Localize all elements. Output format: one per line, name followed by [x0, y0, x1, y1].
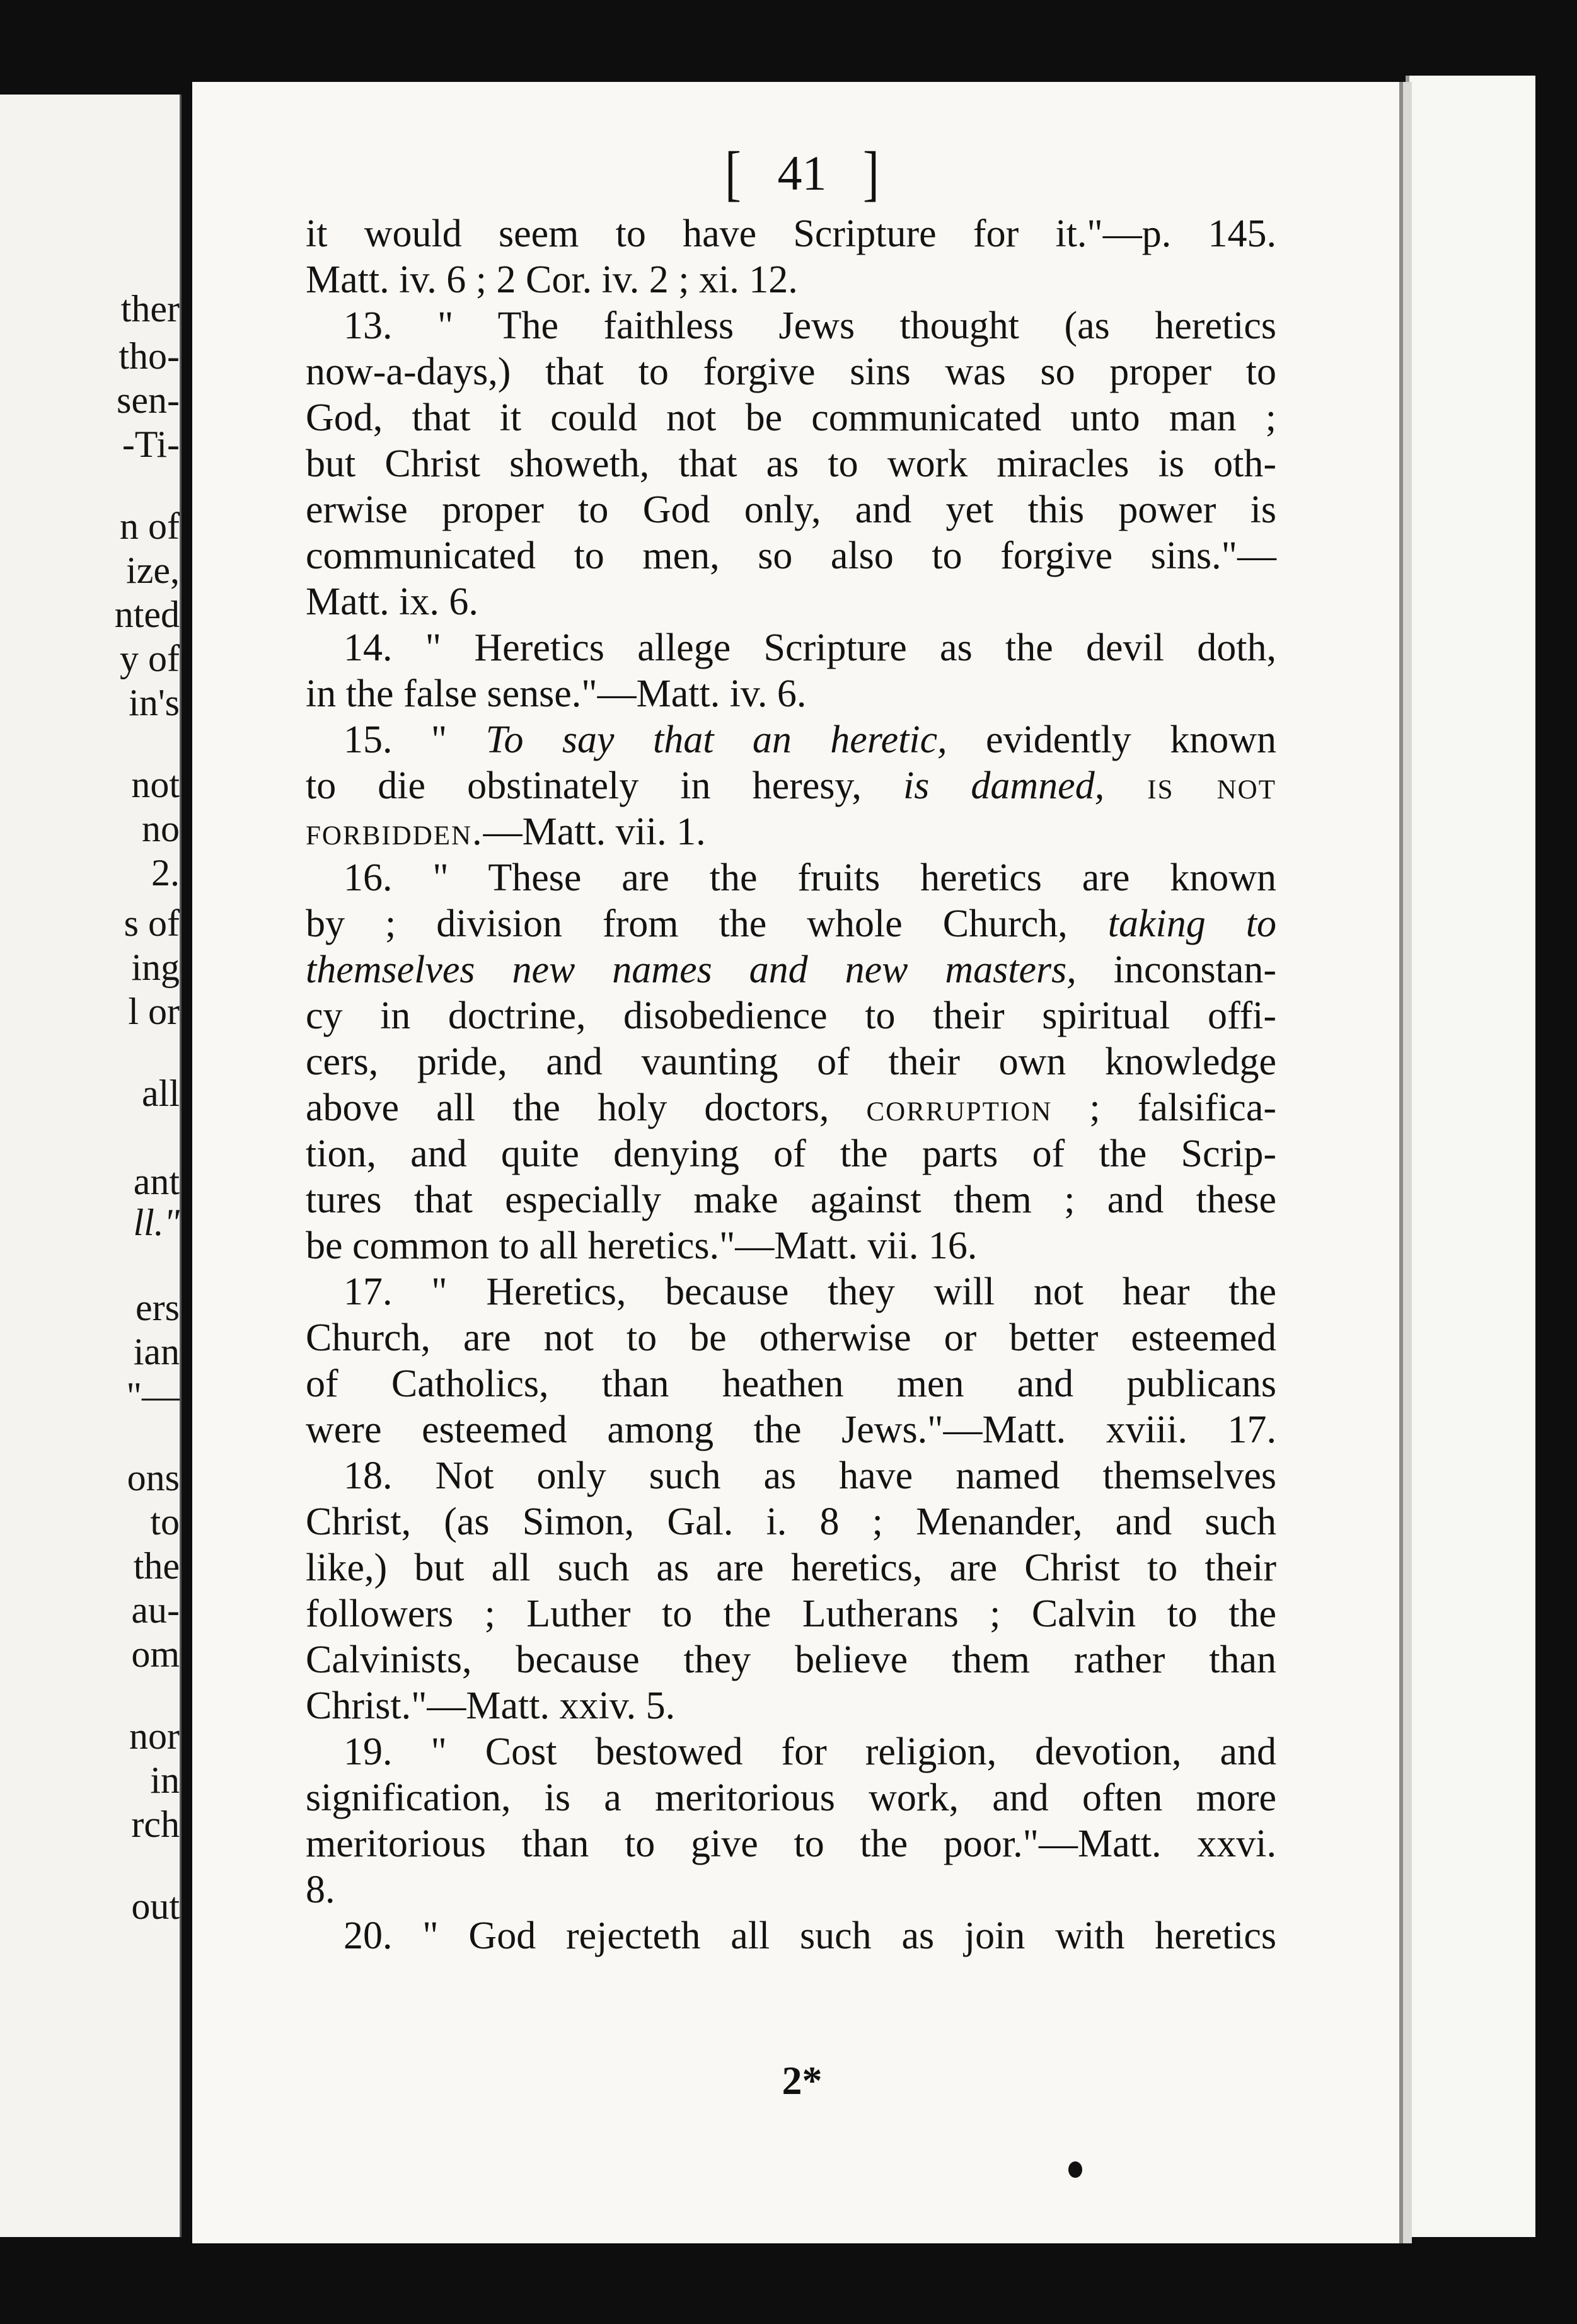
book-page [192, 82, 1412, 2243]
left-page-fragment-text: l or [128, 991, 180, 1032]
left-page-fragment-text: in's [129, 682, 180, 723]
text-line [306, 717, 1276, 763]
text-line: communicated to men, so also to forgive sins."— [306, 534, 1276, 577]
text-line: but Christ showeth, that as to work miracles is oth- [306, 442, 1276, 485]
left-page-fragment-text: ther [120, 288, 180, 330]
text-run: inconstan- [1076, 948, 1277, 991]
left-page-fragment-text: 2. [151, 852, 180, 894]
text-line: 16. " These are the fruits heretics are known [344, 856, 1276, 899]
text-line: God, that it could not be communicated unto man ; [306, 396, 1276, 439]
text-line [306, 901, 1276, 947]
left-page-fragment-text: no [142, 808, 180, 849]
left-page-fragment-text: s of [124, 902, 180, 944]
text-run: evidently known [947, 718, 1276, 761]
text-line: tures that especially make against them ; and these [306, 1178, 1276, 1221]
left-page-fragment-text: -Ti- [122, 423, 180, 465]
italic-text: To say that an heretic, [485, 718, 947, 761]
left-page-fragment-text: in [150, 1759, 180, 1801]
text-line: Church, are not to be otherwise or better esteemed [306, 1316, 1276, 1359]
left-page-fragment-text: au- [131, 1589, 180, 1631]
text-line: Matt. iv. 6 ; 2 Cor. iv. 2 ; xi. 12. [306, 258, 798, 301]
text-line: signification, is a meritorious work, and often more [306, 1776, 1276, 1819]
small-caps-text: forbidden. [306, 810, 483, 853]
left-page-fragment-text: n of [120, 505, 180, 547]
ink-speck [1068, 2161, 1082, 2178]
small-caps-text: is not [1104, 764, 1276, 807]
text-line: Calvinists, because they believe them rather than [306, 1638, 1276, 1681]
text-line: 14. " Heretics allege Scripture as the devil doth, [344, 626, 1276, 669]
left-page-fragment [0, 95, 182, 2237]
left-page-fragment-text: not [131, 764, 180, 805]
text-line: 8. [306, 1868, 335, 1911]
text-line: tion, and quite denying of the parts of the Scrip- [306, 1132, 1276, 1175]
text-line: be common to all heretics."—Matt. vii. 16. [306, 1224, 978, 1267]
bracket-close: ] [863, 139, 879, 207]
text-line: were esteemed among the Jews."—Matt. xviii. 17. [306, 1408, 1276, 1451]
page-edge [1406, 76, 1535, 2237]
text-run: —Matt. vii. 1. [483, 810, 706, 853]
left-page-fragment-text: tho- [118, 335, 180, 377]
left-page-fragment-text: to [150, 1501, 180, 1543]
left-page-fragment-text: ian [133, 1331, 180, 1372]
text-run: 15. " [344, 718, 486, 761]
left-page-fragment-text: sen- [117, 379, 180, 421]
left-page-fragment-text: all [142, 1073, 180, 1114]
left-page-fragment-text: ons [127, 1457, 180, 1499]
left-page-fragment-text: ll." [133, 1202, 180, 1243]
text-line [306, 763, 1276, 809]
signature-mark: 2* [782, 2058, 823, 2103]
left-page-fragment-text: "— [126, 1375, 180, 1417]
text-line: cy in doctrine, disobedience to their spiritual offi- [306, 994, 1276, 1037]
left-page-fragment-text: ize, [126, 549, 180, 591]
left-page-fragment-text: rch [131, 1803, 180, 1845]
text-line: 19. " Cost bestowed for religion, devotion, and [344, 1730, 1276, 1773]
text-line: Christ."—Matt. xxiv. 5. [306, 1684, 676, 1727]
text-line [306, 1085, 1276, 1131]
bracket-open: [ [725, 139, 741, 207]
text-line: now-a-days,) that to forgive sins was so proper to [306, 350, 1276, 393]
text-line: cers, pride, and vaunting of their own knowledge [306, 1040, 1276, 1083]
text-line: of Catholics, than heathen men and publicans [306, 1362, 1276, 1405]
text-line: followers ; Luther to the Lutherans ; Calvin to the [306, 1592, 1276, 1635]
left-page-fragment-text: ing [131, 946, 180, 988]
italic-text: is damned, [903, 764, 1105, 807]
text-line: it would seem to have Scripture for it."—p. 145. [306, 212, 1276, 255]
text-line: Christ, (as Simon, Gal. i. 8 ; Menander, and such [306, 1500, 1276, 1543]
page-number: 41 [777, 146, 827, 200]
left-page-fragment-text: ant [133, 1161, 180, 1202]
text-line: Matt. ix. 6. [306, 580, 478, 623]
left-page-fragment-text: out [131, 1885, 180, 1927]
text-line: in the false sense."—Matt. iv. 6. [306, 672, 807, 715]
left-page-fragment-text: nor [129, 1715, 180, 1757]
page-body [306, 211, 1276, 1959]
text-line: 18. Not only such as have named themselves [344, 1454, 1276, 1497]
text-line [306, 809, 1276, 855]
italic-text: themselves new names and new masters, [306, 948, 1077, 991]
page-header [192, 139, 1412, 207]
left-page-fragment-text: om [131, 1633, 180, 1675]
text-run: by ; division from the whole Church, [306, 902, 1108, 945]
italic-text: taking to [1107, 902, 1276, 945]
left-page-fragment-text: nted [114, 594, 180, 635]
text-line: 20. " God rejecteth all such as join with heretics [344, 1914, 1276, 1957]
text-run: ; falsifica- [1052, 1086, 1276, 1129]
text-line: erwise proper to God only, and yet this power is [306, 488, 1276, 531]
small-caps-text: corruption [866, 1086, 1053, 1129]
left-page-fragment-text: y of [120, 638, 180, 679]
text-line: like,) but all such as are heretics, are Christ to their [306, 1546, 1276, 1589]
text-line: meritorious than to give to the poor."—Matt. xxvi. [306, 1822, 1276, 1865]
left-page-fragment-text: ers [136, 1287, 180, 1328]
text-run: above all the holy doctors, [306, 1086, 867, 1129]
text-line: 13. " The faithless Jews thought (as heretics [344, 304, 1276, 347]
text-line [306, 947, 1276, 993]
text-run: to die obstinately in heresy, [306, 764, 903, 807]
left-page-fragment-text: the [133, 1545, 180, 1587]
text-line: 17. " Heretics, because they will not hear the [344, 1270, 1276, 1313]
